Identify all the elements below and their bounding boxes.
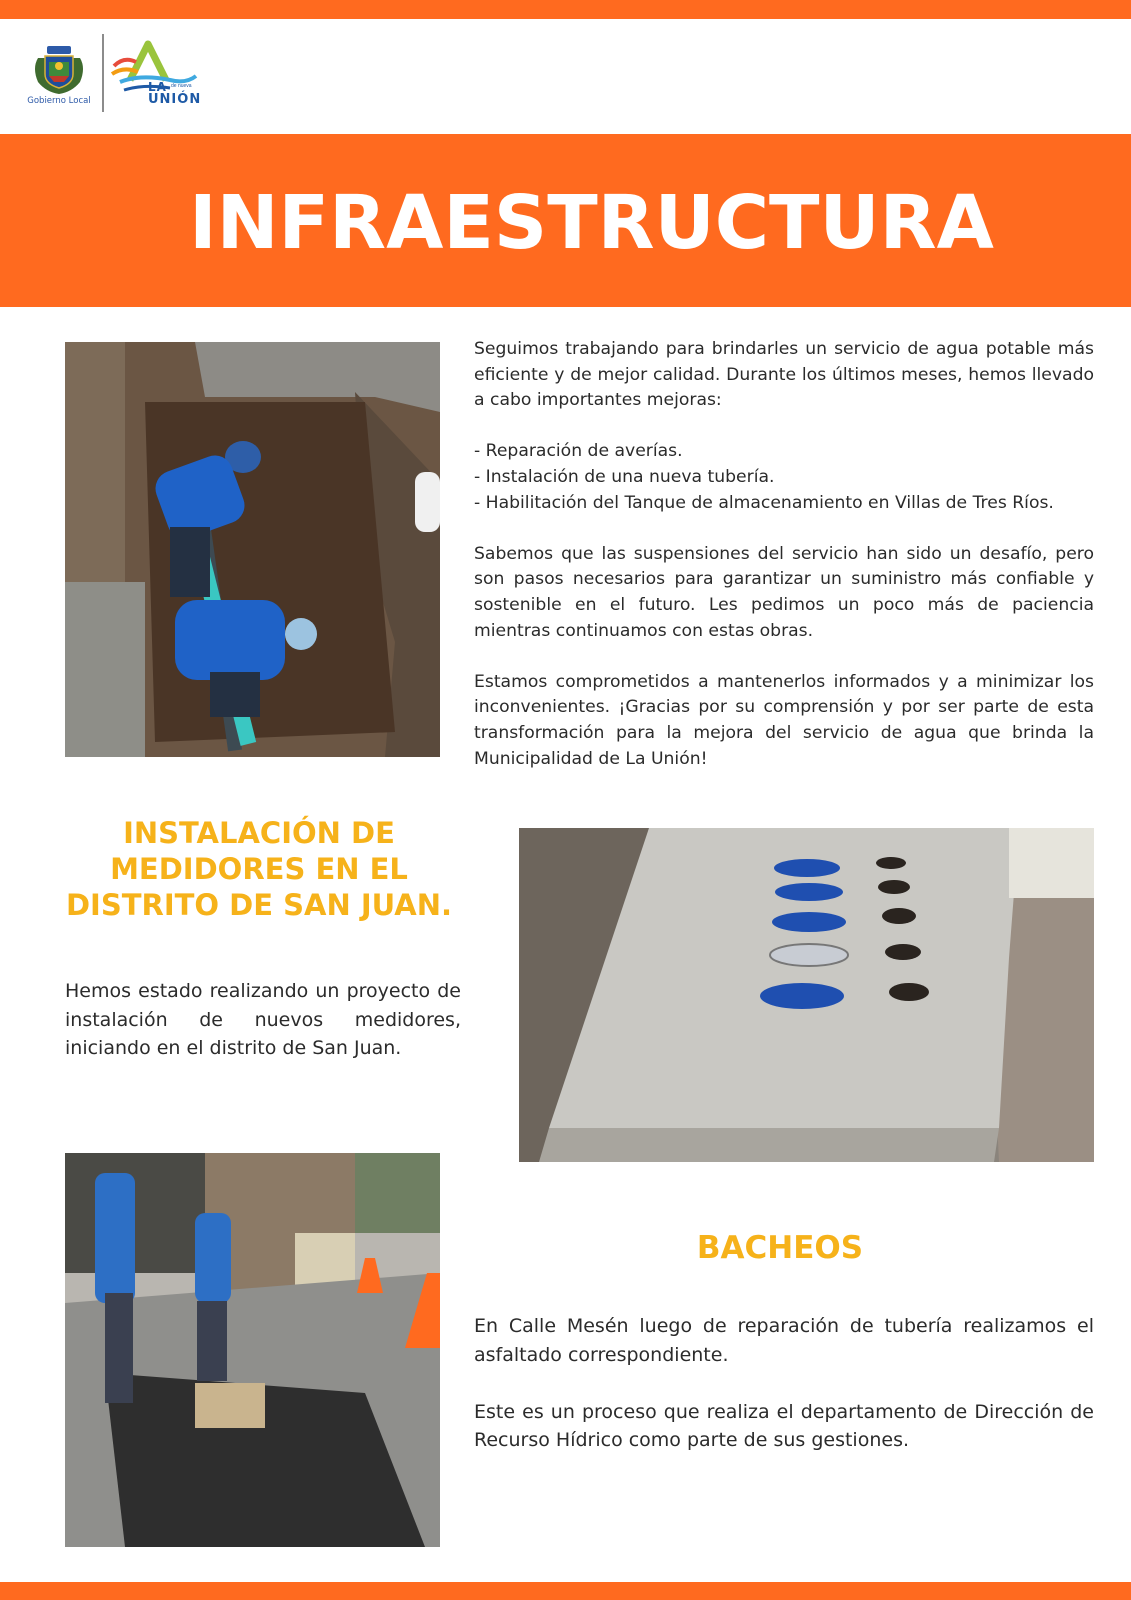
bacheos-heading: BACHEOS — [696, 1230, 864, 1266]
title-banner — [0, 134, 1131, 307]
logo-de-text: de nueva — [171, 83, 192, 89]
logo-divider — [102, 34, 104, 112]
top-accent-bar — [0, 0, 1131, 19]
photo-asphalt-patching — [65, 1153, 440, 1547]
crest-caption: Gobierno Local — [27, 96, 91, 106]
logo-la-text: LA — [148, 80, 167, 94]
intro-text-block — [474, 337, 1094, 772]
logo-union-text: UNIÓN — [148, 92, 202, 107]
intro-list-item: - Habilitación del Tanque de almacenamiento en Villas de Tres Ríos. — [474, 492, 1054, 513]
bacheos-paragraph-2: Este es un proceso que realiza el departamento de Dirección de Recurso Hídrico como parte de sus gestiones. — [474, 1400, 1094, 1451]
medidores-heading: INSTALACIÓN DE MEDIDORES EN EL DISTRITO DE SAN JUAN. — [65, 816, 453, 922]
header-logos — [24, 34, 214, 114]
municipal-crest-icon — [32, 38, 86, 96]
medidores-paragraph: Hemos estado realizando un proyecto de instalación de nuevos medidores, iniciando en el distrito de San Juan. — [65, 980, 461, 1059]
bacheos-text-block — [474, 1312, 1094, 1455]
intro-paragraph-2: Sabemos que las suspensiones del servicio han sido un desafío, pero son pasos necesarios para garantizar un suministro más confiable y sostenible en el futuro. Les pedimos un poco más de paciencia mientras continuamos con estas obras. — [474, 543, 1094, 641]
intro-paragraph-3: Estamos comprometidos a mantenerlos informados y a minimizar los inconvenientes. ¡Gracias por su comprensión y por ser parte de esta transformación para la mejora del servicio de agua que brinda la Municipalidad de La Unión! — [474, 671, 1094, 769]
photo-water-meters — [519, 828, 1094, 1162]
bacheos-paragraph-1: En Calle Mesén luego de reparación de tubería realizamos el asfaltado correspondiente. — [474, 1315, 1094, 1366]
intro-paragraph-1: Seguimos trabajando para brindarles un servicio de agua potable más eficiente y de mejor calidad. Durante los últimos meses, hemos llevado a cabo importantes mejoras: — [474, 339, 1094, 411]
photo-trench-repair — [65, 342, 440, 757]
intro-list-item: - Reparación de averías. — [474, 441, 683, 462]
intro-list-item: - Instalación de una nueva tubería. — [474, 466, 775, 487]
page-title: INFRAESTRUCTURA — [189, 180, 994, 266]
bottom-accent-bar — [0, 1582, 1131, 1600]
